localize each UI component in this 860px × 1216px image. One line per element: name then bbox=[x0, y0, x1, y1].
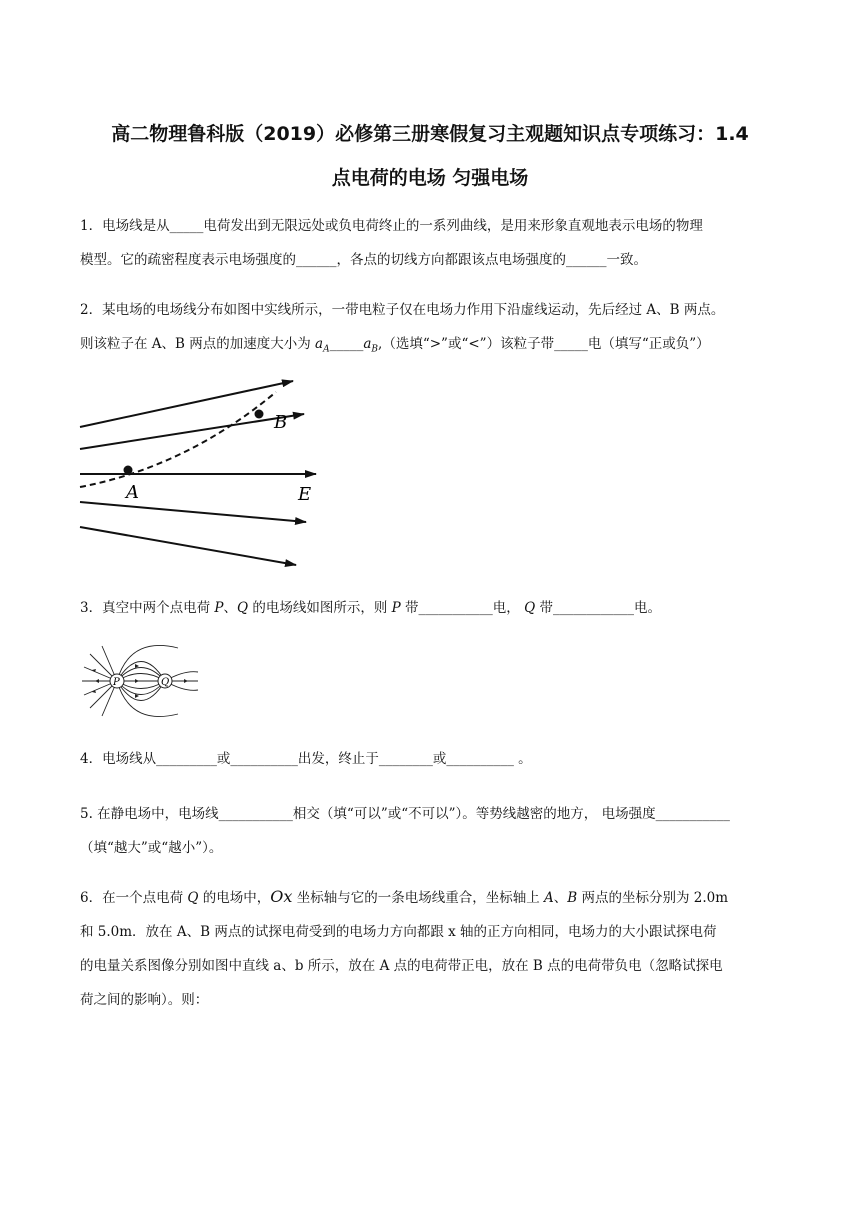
q3-Q2: Q bbox=[524, 600, 536, 616]
q3-sep: 、 bbox=[223, 600, 237, 616]
q2-a-A: a bbox=[315, 336, 324, 352]
question-5-line-2: （填“越大”或“越小”）。 bbox=[80, 840, 223, 856]
q3-P: P bbox=[214, 600, 224, 616]
question-1 bbox=[80, 209, 786, 277]
point-B-dot bbox=[255, 410, 264, 419]
q6-l1-post: 两点的坐标分别为 2.0m bbox=[577, 890, 729, 906]
q6-l1-sep: 、 bbox=[553, 890, 568, 906]
field-line-4 bbox=[80, 502, 306, 522]
q6-Q: Q bbox=[187, 890, 199, 906]
q6-l1-mid: 的电场中， bbox=[198, 890, 271, 906]
title-line-1: 高二物理鲁科版（2019）必修第三册寒假复习主观题知识点专项练习：1.4 bbox=[111, 123, 749, 145]
q6-l1-pre: 6．在一个点电荷 bbox=[80, 890, 188, 906]
label-E: E bbox=[298, 484, 312, 505]
q2-a-A-sub: A bbox=[323, 344, 330, 355]
label-B: B bbox=[274, 412, 288, 433]
question-3 bbox=[80, 591, 786, 625]
question-5-line-1: 5. 在静电场中，电场线___________相交（填“可以”或“不可以”）。等势线越密的地方， 电场强度___________ bbox=[80, 806, 730, 822]
q3-Q: Q bbox=[236, 600, 249, 616]
q6-l1-mid2: 坐标轴与它的一条电场线重合，坐标轴上 bbox=[292, 890, 544, 906]
question-2-line-2 bbox=[80, 327, 786, 367]
page-title bbox=[60, 112, 800, 200]
q3-pre: 3．真空中两个点电荷 bbox=[80, 600, 215, 616]
question-6-line-2: 和 5.0m．放在 A、B 两点的试探电荷受到的电场力方向都跟 x 轴的正方向相同，电场力的大小跟试探电荷 bbox=[80, 924, 717, 940]
question-6-line-4: 荷之间的影响）。则： bbox=[80, 992, 209, 1008]
question-4-text: 4．电场线从_________或__________出发，终止于________或__________ 。 bbox=[80, 751, 532, 767]
q3-mid2: 带___________电， bbox=[400, 600, 525, 616]
label-P: P bbox=[113, 677, 120, 688]
q2-a-B-sub: B bbox=[371, 344, 379, 355]
q2-pre-text: 则该粒子在 A、B 两点的加速度大小为 bbox=[80, 336, 316, 352]
label-A: A bbox=[126, 482, 139, 503]
q2-a-B: a bbox=[363, 336, 372, 352]
field-line-5 bbox=[80, 527, 296, 565]
question-5 bbox=[80, 797, 786, 865]
question-6-line-3: 的电量关系图像分别如图中直线 a、b 所示，放在 A 点的电荷带正电，放在 B 点的电荷带负电（忽略试探电 bbox=[80, 958, 723, 974]
q6-B: B bbox=[567, 890, 578, 906]
q2-blank: _____ bbox=[329, 336, 364, 352]
question-1-line-1: 1．电场线是从_____电荷发出到无限远处或负电荷终止的一系列曲线，是用来形象直观地表示电场的物理 bbox=[80, 218, 703, 234]
q3-P2: P bbox=[391, 600, 401, 616]
question-6 bbox=[80, 880, 786, 1017]
question-2-line-1: 2．某电场的电场线分布如图中实线所示，一带电粒子仅在电场力作用下沿虚线运动，先后经过 A、B 两点。 bbox=[80, 302, 725, 318]
point-charges-field-figure bbox=[80, 642, 200, 720]
question-1-line-2: 模型。它的疏密程度表示电场强度的______，各点的切线方向都跟该点电场强度的______一致。 bbox=[80, 252, 647, 268]
title-line-2: 点电荷的电场 匀强电场 bbox=[331, 167, 529, 189]
question-6-line-1 bbox=[80, 880, 786, 915]
question-2 bbox=[80, 293, 786, 367]
question-4 bbox=[80, 742, 786, 776]
point-A-dot bbox=[124, 466, 133, 475]
q6-A: A bbox=[544, 890, 554, 906]
q6-Ox: Ox bbox=[270, 887, 293, 906]
label-Q: Q bbox=[161, 677, 170, 688]
q3-post: 带____________电。 bbox=[535, 600, 661, 616]
q2-post-text: ,（选填“>”或“<”）该粒子带_____电（填写“正或负”） bbox=[378, 336, 710, 352]
q3-mid: 的电场线如图所示，则 bbox=[248, 600, 392, 616]
electric-field-lines-figure bbox=[76, 372, 326, 572]
